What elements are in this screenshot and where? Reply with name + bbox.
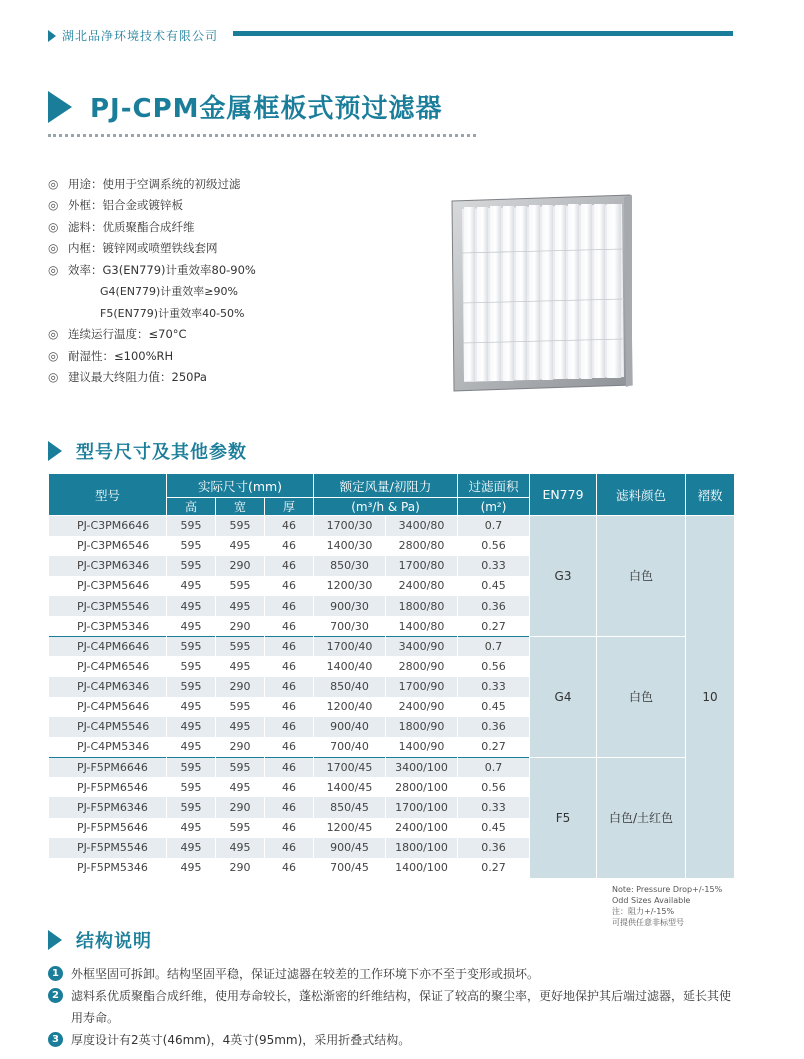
cell-height: 595 [167,757,216,777]
section-structure-heading [48,927,152,953]
structure-list [48,963,731,1051]
cell-area: 0.45 [458,576,530,596]
cell-depth: 46 [265,576,314,596]
cell-model: PJ-F5PM5646 [49,818,167,838]
circle-bullet-icon: ◎ [48,198,59,213]
cell-depth: 46 [265,797,314,817]
spec-list [48,173,256,388]
cell-resistance: 1800/100 [386,838,458,858]
cell-resistance: 2800/90 [386,656,458,676]
cell-width: 595 [216,636,265,656]
filter-product-image [448,193,634,393]
structure-item [48,1029,731,1051]
cell-model: PJ-C4PM6346 [49,677,167,697]
cell-height: 595 [167,677,216,697]
note-line: 可提供任意非标型号 [612,918,684,927]
cell-area: 0.56 [458,656,530,676]
cell-resistance: 1700/100 [386,797,458,817]
table-row [49,516,735,536]
cell-depth: 46 [265,858,314,878]
header-area: 过滤面积 [458,474,530,498]
spec-text: 效率：G3(EN779)计重效率80-90% [68,262,256,277]
cell-resistance: 1400/90 [386,737,458,757]
number-badge-icon: 2 [48,988,63,1003]
cell-area: 0.36 [458,717,530,737]
structure-text: 外框坚固可拆卸。结构坚固平稳，保证过滤器在较差的工作环境下亦不至于变形或损坏。 [71,967,540,981]
cell-height: 495 [167,596,216,616]
cell-resistance: 1700/80 [386,556,458,576]
cell-depth: 46 [265,536,314,556]
cell-airflow: 1700/40 [314,636,386,656]
cell-model: PJ-C3PM6546 [49,536,167,556]
cell-height: 595 [167,536,216,556]
cell-model: PJ-F5PM6346 [49,797,167,817]
cell-height: 595 [167,516,216,536]
cell-depth: 46 [265,677,314,697]
cell-resistance: 2400/90 [386,697,458,717]
cell-width: 290 [216,858,265,878]
company-name: 湖北品净环境技术有限公司 [62,29,219,43]
cell-area: 0.27 [458,737,530,757]
circle-bullet-icon: ◎ [48,176,59,191]
cell-resistance: 2400/100 [386,818,458,838]
cell-area: 0.7 [458,757,530,777]
structure-item [48,985,731,1029]
title-block [48,88,443,125]
header-airflow: 额定风量/初阻力 [314,474,458,498]
title-triangle-icon [48,91,72,123]
cell-model: PJ-C3PM6646 [49,516,167,536]
circle-bullet-icon: ◎ [48,262,59,277]
note-line: Note: Pressure Drop+/-15% [612,885,723,894]
cell-resistance: 2400/80 [386,576,458,596]
cell-airflow: 1700/30 [314,516,386,536]
cell-airflow: 700/45 [314,858,386,878]
cell-resistance: 3400/90 [386,636,458,656]
cell-resistance: 2800/100 [386,777,458,797]
cell-model: PJ-C4PM5646 [49,697,167,717]
cell-grade: F5 [530,757,597,878]
cell-width: 290 [216,677,265,697]
cell-width: 595 [216,576,265,596]
page-title: PJ-CPM金属框板式预过滤器 [90,94,443,124]
table-row [49,757,735,777]
circle-bullet-icon: ◎ [48,348,59,363]
cell-height: 495 [167,697,216,717]
cell-width: 495 [216,717,265,737]
cell-model: PJ-F5PM5346 [49,858,167,878]
section-params-heading [48,438,247,464]
cell-resistance: 3400/80 [386,516,458,536]
cell-area: 0.7 [458,636,530,656]
cell-model: PJ-C3PM5546 [49,596,167,616]
cell-model: PJ-C4PM5346 [49,737,167,757]
header-size: 实际尺寸(mm) [167,474,314,498]
cell-depth: 46 [265,757,314,777]
spec-item [48,259,256,281]
cell-grade: G3 [530,516,597,637]
structure-text: 滤料系优质聚酯合成纤维，使用寿命较长，蓬松渐密的纤维结构，保证了较高的聚尘率，更好地保护其后端过滤器，延长其使用寿命。 [71,989,732,1025]
cell-width: 290 [216,556,265,576]
cell-model: PJ-C3PM6346 [49,556,167,576]
spec-item [48,324,256,346]
cell-height: 595 [167,797,216,817]
cell-height: 495 [167,737,216,757]
params-table-body [49,516,735,879]
spec-text: 外框：铝合金或镀锌板 [68,198,183,213]
cell-depth: 46 [265,516,314,536]
cell-height: 595 [167,777,216,797]
cell-airflow: 1400/40 [314,656,386,676]
cell-airflow: 700/30 [314,616,386,636]
cell-area: 0.7 [458,516,530,536]
cell-resistance: 1800/90 [386,717,458,737]
cell-width: 595 [216,757,265,777]
spec-item [48,173,256,195]
cell-height: 595 [167,556,216,576]
cell-area: 0.33 [458,797,530,817]
spec-item [48,302,256,324]
cell-resistance: 1400/100 [386,858,458,878]
cell-resistance: 1700/90 [386,677,458,697]
cell-height: 595 [167,636,216,656]
cell-airflow: 1200/30 [314,576,386,596]
cell-airflow: 900/40 [314,717,386,737]
spec-text: F5(EN779)计重效率40-50% [100,306,245,320]
spec-text: 滤料：优质聚酯合成纤维 [68,219,195,234]
circle-bullet-icon: ◎ [48,241,59,256]
circle-bullet-icon: ◎ [48,219,59,234]
header-depth: 厚 [265,498,314,516]
cell-area: 0.56 [458,536,530,556]
spec-text: 内框：镀锌网或喷塑铁线套网 [68,241,218,256]
header-width: 宽 [216,498,265,516]
cell-width: 595 [216,697,265,717]
spec-text: 建议最大终阻力值：250Pa [68,370,207,385]
cell-resistance: 1800/80 [386,596,458,616]
cell-airflow: 850/45 [314,797,386,817]
note-line: Odd Sizes Available [612,896,691,905]
cell-resistance: 3400/100 [386,757,458,777]
cell-depth: 46 [265,777,314,797]
cell-airflow: 1400/45 [314,777,386,797]
params-table [48,473,735,879]
dotted-divider [48,134,476,137]
number-badge-icon: 1 [48,966,63,981]
cell-media-color: 白色 [597,636,686,757]
circle-bullet-icon: ◎ [48,370,59,385]
cell-model: PJ-C3PM5646 [49,576,167,596]
cell-airflow: 1400/30 [314,536,386,556]
cell-area: 0.33 [458,677,530,697]
cell-model: PJ-C3PM5346 [49,616,167,636]
spec-text: 连续运行温度：≤70°C [68,327,187,342]
cell-width: 495 [216,838,265,858]
spec-item [48,195,256,217]
cell-depth: 46 [265,838,314,858]
cell-airflow: 1200/40 [314,697,386,717]
cell-depth: 46 [265,636,314,656]
cell-airflow: 700/40 [314,737,386,757]
cell-width: 495 [216,596,265,616]
table-notes [612,884,722,928]
cell-area: 0.45 [458,818,530,838]
cell-airflow: 1200/45 [314,818,386,838]
cell-width: 290 [216,797,265,817]
note-line: 注：阻力+/-15% [612,907,675,916]
cell-model: PJ-F5PM6646 [49,757,167,777]
cell-depth: 46 [265,596,314,616]
spec-text: 耐湿性：≤100%RH [68,348,174,363]
cell-area: 0.33 [458,556,530,576]
spec-text: 用途：使用于空调系统的初级过滤 [68,176,241,191]
cell-airflow: 1700/45 [314,757,386,777]
section-triangle-icon [48,441,62,461]
cell-area: 0.27 [458,858,530,878]
section-triangle-icon [48,930,62,950]
cell-airflow: 850/40 [314,677,386,697]
cell-area: 0.36 [458,596,530,616]
cell-area: 0.56 [458,777,530,797]
cell-width: 495 [216,656,265,676]
cell-grade: G4 [530,636,597,757]
cell-pleats: 10 [686,516,735,879]
cell-media-color: 白色/土红色 [597,757,686,878]
company-header [48,27,218,44]
spec-item [48,345,256,367]
spec-item [48,238,256,260]
cell-resistance: 2800/80 [386,536,458,556]
cell-height: 495 [167,838,216,858]
cell-width: 595 [216,516,265,536]
header-height: 高 [167,498,216,516]
cell-area: 0.45 [458,697,530,717]
cell-depth: 46 [265,737,314,757]
section-structure-title: 结构说明 [76,931,152,952]
cell-depth: 46 [265,556,314,576]
cell-width: 290 [216,616,265,636]
header-rule [233,31,733,36]
cell-height: 495 [167,717,216,737]
header-airflow-unit: (m³/h & Pa) [314,498,458,516]
section-params-title: 型号尺寸及其他参数 [76,442,247,463]
cell-width: 495 [216,536,265,556]
cell-area: 0.27 [458,616,530,636]
cell-height: 495 [167,576,216,596]
cell-media-color: 白色 [597,516,686,637]
cell-resistance: 1400/80 [386,616,458,636]
cell-area: 0.36 [458,838,530,858]
spec-item [48,216,256,238]
cell-depth: 46 [265,656,314,676]
cell-model: PJ-F5PM5546 [49,838,167,858]
header-pleats: 褶数 [686,474,735,516]
cell-height: 495 [167,818,216,838]
header-color: 滤料颜色 [597,474,686,516]
cell-depth: 46 [265,717,314,737]
cell-model: PJ-C4PM6646 [49,636,167,656]
table-row [49,636,735,656]
cell-width: 495 [216,777,265,797]
cell-airflow: 900/30 [314,596,386,616]
circle-bullet-icon: ◎ [48,327,59,342]
structure-item [48,963,731,985]
header-area-unit: (m²) [458,498,530,516]
spec-text: G4(EN779)计重效率≥90% [100,285,238,299]
cell-model: PJ-C4PM5546 [49,717,167,737]
cell-height: 495 [167,858,216,878]
cell-width: 290 [216,737,265,757]
header-model: 型号 [49,474,167,516]
cell-depth: 46 [265,697,314,717]
cell-height: 495 [167,616,216,636]
cell-model: PJ-C4PM6546 [49,656,167,676]
cell-width: 595 [216,818,265,838]
header-en779: EN779 [530,474,597,516]
cell-model: PJ-F5PM6546 [49,777,167,797]
cell-airflow: 900/45 [314,838,386,858]
cell-height: 595 [167,656,216,676]
cell-airflow: 850/30 [314,556,386,576]
number-badge-icon: 3 [48,1032,63,1047]
spec-item [48,367,256,389]
cell-depth: 46 [265,616,314,636]
triangle-marker-icon [48,30,56,42]
cell-depth: 46 [265,818,314,838]
spec-item [48,281,256,303]
structure-text: 厚度设计有2英寸(46mm)，4英寸(95mm)，采用折叠式结构。 [71,1033,411,1047]
